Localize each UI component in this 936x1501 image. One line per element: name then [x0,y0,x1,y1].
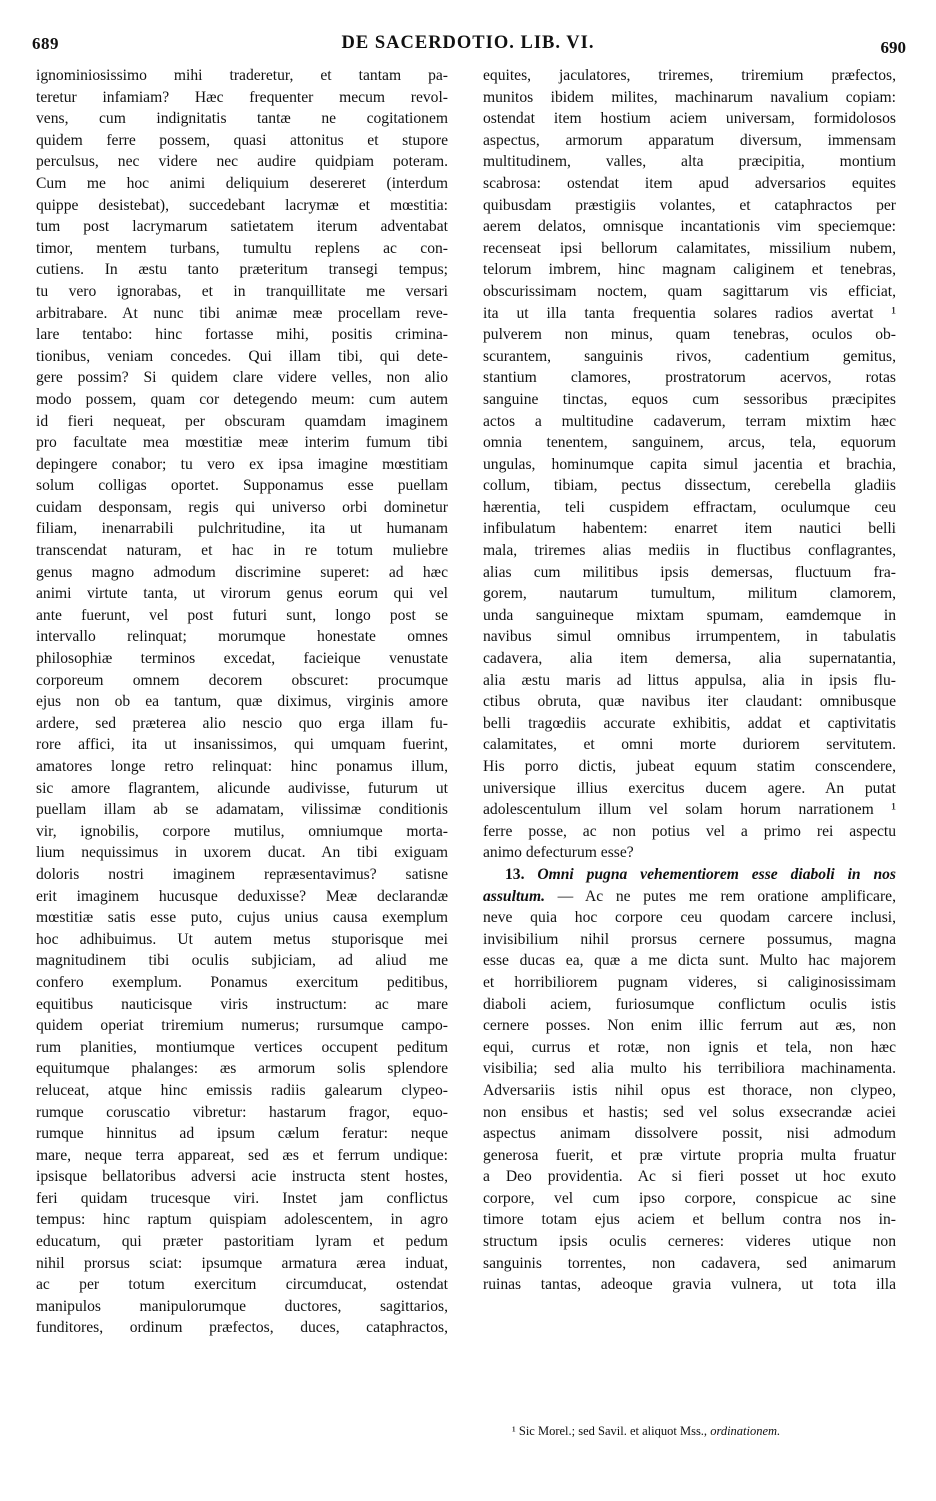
text-line: modo possem, quam cor detegendo meum: cum autem [36,390,448,408]
text-line: rum planities, montiumque vertices occupent peditum [36,1038,448,1056]
text-line: unda sanguineque mixtam spumam, eamdemque in [483,606,896,624]
text-line: perculsus, nec videre nec audire quidpiam poteram. [36,153,448,171]
text-line: ante fuerunt, vel post futuri sunt, longo post se [36,606,448,624]
text-line: quidem operiat triremium numerus; rursumque campo- [36,1017,448,1035]
text-line: actos a multitudine cadaverum, terram mixtim hæc [483,412,896,430]
text-line: ita ut illa tanta frequentia solares radios avertat ¹ [483,304,896,322]
text-line: arbitrabare. At nunc tibi animæ meæ procellam reve- [36,304,448,322]
footnote [512,1424,780,1439]
page-number-left: 689 [32,34,59,53]
text-line: gorem, nautarum tumultum, militum clamorem, [483,585,896,603]
text-line: rumque hinnitus ad ipsum cælum feratur: neque [36,1125,448,1143]
text-line: sic amore flagrantem, alicunde audivisse, futurum ut [36,779,448,797]
text-line: cadavera, alia item demersa, alia supernatantia, [483,650,896,668]
text-line: intervallo relinquat; morumque honestate omnes [36,628,448,646]
text-line: filiam, inenarrabili pulchritudine, ita ut humanam [36,520,448,538]
text-line: manipulos manipulorumque ductores, sagittarios, [36,1297,448,1315]
text-line: ignominiosissimo mihi traderetur, et tantam pa- [36,67,448,84]
text-line: mare, neque terra appareat, sed æs et ferrum undique: [36,1146,448,1164]
text-line: equitibus nauticisque viris instructum: ac mare [36,995,448,1013]
text-line: navibus simul omnibus irrumpentem, in tabulatis [483,628,896,646]
page-header [0,0,936,60]
text-line: equites, jaculatores, triremes, triremium præfectos, [483,67,896,84]
text-line: scurantem, sanguinis rivos, cadentium gemitus, [483,347,896,365]
text-line: cuidam desponsam, regis qui universo orbi dominetur [36,498,448,516]
text-line: et horribiliorem pugnam videres, si caliginosissimam [483,973,896,991]
footnote-text: Sic Morel.; sed Savil. et aliquot Mss., [518,1424,708,1438]
text-line: ardere, sed præterea alio nescio quo erga illam fu- [36,714,448,732]
footnote-marker: ¹ [512,1424,516,1438]
text-line: id fieri nequeat, per obscuram quamdam imaginem [36,412,448,430]
text-line: doloris nostri imaginem repræsentavimus? satisne [36,865,448,883]
text-line: quibusdam præstigiis volantes, et cataphractos per [483,196,896,214]
text-line: cutiens. In æstu tanto præteritum transegi tempus; [36,261,448,279]
section-heading [483,864,896,886]
text-line: vir, ignobilis, corpore mutilus, omniumque morta- [36,822,448,840]
text-line: rumque coruscatio vibretur: hastarum fragor, equo- [36,1103,448,1121]
text-line: mala, triremes alias mediis in fluctibus conflagrantes, [483,542,896,560]
text-line: mœstitiæ satis esse puto, cujus unius causa exemplum [36,909,448,927]
text-line: ungulas, hominumque capita simul jacentia et brachia, [483,455,896,473]
text-line: a Deo providentia. Ac si fieri posset ut hoc exuto [483,1168,896,1186]
text-line: telorum imbrem, hinc magnam caliginem et tenebras, [483,261,896,279]
text-line: visibilia; sed alia multo his terribiliora machinamenta. [483,1060,896,1078]
section-title-line2: assultum. [483,887,545,905]
text-line: recenseat ipsi bellorum calamitates, missilium nubem, [483,239,896,257]
text-line: Adversariis istis nihil opus est thorace, non clypeo, [483,1081,896,1099]
text-line: reluceat, atque hinc emissis radiis galearum clypeo- [36,1081,448,1099]
text-line: genus magno admodum discrimine superet: ad hæc [36,563,448,581]
text-line: universique illius exercitus ducem agere. An putat [483,779,896,797]
right-column [483,65,896,1296]
text-line: solum colligas oportet. Supponamus esse puellam [36,477,448,495]
text-line: multitudinem, valles, alta præcipitia, montium [483,153,896,171]
text-line: non ensibus et hastis; sed vel solus exsecrandæ aciei [483,1103,896,1121]
text-line: calamitates, et omni morte duriorem servitutem. [483,736,896,754]
text-line: confero exemplum. Ponamus exercitum peditibus, [36,973,448,991]
text-line: funditores, ordinum præfectos, duces, cataphractos, [36,1319,448,1337]
text-line: erit imaginem hucusque deduxisse? Meæ declarandæ [36,887,448,905]
text-line: neve quia hoc corpore ceu quodam carcere inclusi, [483,909,896,927]
text-line: aspectus animam dissolvere possit, nisi admodum [483,1125,896,1143]
text-line: gere possim? Si quidem clare videre velles, non alio [36,369,448,387]
text-line: ruinas tantas, adeoque gravia vulnera, ut tota illa [483,1276,896,1294]
text-line: timor, mentem turbans, tumultu replens ac con- [36,239,448,257]
text-line: aerem delatos, omnisque incantationis vim speciemque: [483,218,896,236]
text-line: ipsisque bellatoribus adversi acie instructa stent hostes, [36,1168,448,1186]
text-line: teretur infamiam? Hæc frequenter mecum revol- [36,88,448,106]
text-line: diaboli aciem, furiosumque conflictum oculis istis [483,995,896,1013]
footnote-italic: ordinationem. [710,1424,781,1438]
text-line: transcendat naturam, et hac in re totum muliebre [36,542,448,560]
text-line: tu vero ignorabas, et in tranquillitate me versari [36,282,448,300]
text-line: munitos ibidem milites, machinarum navalium copiam: [483,88,896,106]
text-line: belli tragœdiis accurate exhibitis, addat et captivitatis [483,714,896,732]
text-line: hoc adhibuimus. Ut autem metus stuporisque mei [36,930,448,948]
section-title-line1: Omni pugna vehementiorem esse diaboli in nos [537,865,896,883]
text-line: esse ducas ea, quæ a me dicta sunt. Multo hac majorem [483,952,896,970]
text-line: generosa fuerit, et præ virtute propria multa fruatur [483,1146,896,1164]
text-line: infibulatum habentem: enarret item nautici belli [483,520,896,538]
text-line: obscurissimam noctem, quam sagittarum vis efficiat, [483,282,896,300]
text-line: educatum, qui præter pastoritiam lyram et pedum [36,1233,448,1251]
text-line: nihil prorsus sciat: ipsumque armatura ærea induat, [36,1254,448,1272]
text-line: lium nequissimus in uxorem ducat. An tibi exiguam [36,844,448,862]
running-title: DE SACERDOTIO. LIB. VI. [341,33,595,53]
text-line: tum post lacrymarum satietatem iterum adventabat [36,218,448,236]
text-line: structum ipsis oculis cerneres: videres utique non [483,1233,896,1251]
text-line: hærentia, teli cuspidem effractam, oculumque ceu [483,498,896,516]
text-line: puellam illam ab se adamatam, vilissimæ conditionis [36,801,448,819]
text-line: collum, tibiam, pectus dissectum, cerebella gladiis [483,477,896,495]
text-line: corpore, vel cum ipso corpore, conspicue ac sine [483,1189,896,1207]
text-line: ejus non ob ea tantum, quæ diximus, virginis amore [36,693,448,711]
text-line: quidem ferre possem, quasi attonitus et stupore [36,131,448,149]
text-line: pulverem non minus, quam tenebras, oculos ob- [483,326,896,344]
text-line: adolescentulum illum vel solam horum narrationem ¹ [483,801,896,819]
text-line: corporeum omnem decorem obscuret: procumque [36,671,448,689]
text-line: timore totam ejus aciem et bellum contra nos in- [483,1211,896,1229]
text-line: tempus: hinc raptum quispiam adolescentem, in agro [36,1211,448,1229]
text-line: stantium clamores, prostratorum acervos, rotas [483,369,896,387]
section-number: 13. [505,865,525,883]
text-line: quippe desistebat), succedebant lacrymæ et mœstitia: [36,196,448,214]
text-line: magnitudinem tibi oculis subjiciam, ad aliud me [36,952,448,970]
page-number-right: 690 [880,38,906,57]
text-line: tionibus, veniam concedes. Qui illam tibi, qui dete- [36,347,448,365]
text-line: cernere posses. Non enim illic ferrum aut æs, non [483,1017,896,1035]
text-line: ferre posse, ac non potius vel a primo rei aspectu [483,822,896,840]
text-line: alias cum militibus ipsis demersas, fluctuum fra- [483,563,896,581]
text-line: sanguinis torrentes, non cadavera, sed animarum [483,1254,896,1272]
text-line: lare tentabo: hinc fortasse mihi, positis crimina- [36,326,448,344]
text-line: ostendat item hostium aciem universam, formidolosos [483,110,896,128]
text-line: animo defecturum esse? [483,844,634,862]
text-line: pro facultate mea mœstitiæ meæ interim fumum tibi [36,434,448,452]
text-line: omnia tenentem, sanguinem, arcus, tela, equorum [483,434,896,452]
text-line: aspectus, armorum apparatum diversum, immensam [483,131,896,149]
text-line: scabrosa: ostendat item apud adversarios equites [483,174,896,192]
text-line: amatores longe retro relinquat: hinc ponamus illum, [36,758,448,775]
text-line: alia æstu maris ad littus appulsa, alia in ipsis flu- [483,671,896,689]
text-line: vens, cum indignitatis tantæ ne cogitationem [36,110,448,128]
section-heading-continued [483,886,896,908]
text-line: rore affici, ita ut insanissimos, qui umquam fuerint, [36,736,448,754]
text-line: ctibus obruta, quæ navibus iter claudant: omnibusque [483,693,896,711]
text-line: feri quidam trucesque viri. Instet jam conflictus [36,1189,448,1207]
text-line: equitumque phalanges: æs armorum solis splendore [36,1060,448,1078]
text-line: philosophiæ terminos excedat, facieique venustate [36,650,448,668]
text-line: animi virtute tanta, ut virorum genus eorum qui vel [36,585,448,603]
text-line: depingere conabor; tu vero ex ipsa imagine mœstitiam [36,455,448,473]
text-line: invisibilium nihil prorsus cernere possumus, magna [483,930,896,948]
text-line: ac per totum exercitum circumducat, ostendat [36,1276,448,1294]
left-column [36,65,448,1339]
text-line: His porro dictis, jubeat equum statim conscendere, [483,758,896,775]
text-line: Cum me hoc animi deliquium desereret (interdum [36,174,448,192]
text-line: equi, currus et rotæ, non ignis et tela, non hæc [483,1038,896,1056]
text-line: sanguine tinctas, equos cum sessoribus præcipites [483,390,896,408]
section-first-line: — Ac ne putes me rem oratione amplificare, [557,887,896,905]
